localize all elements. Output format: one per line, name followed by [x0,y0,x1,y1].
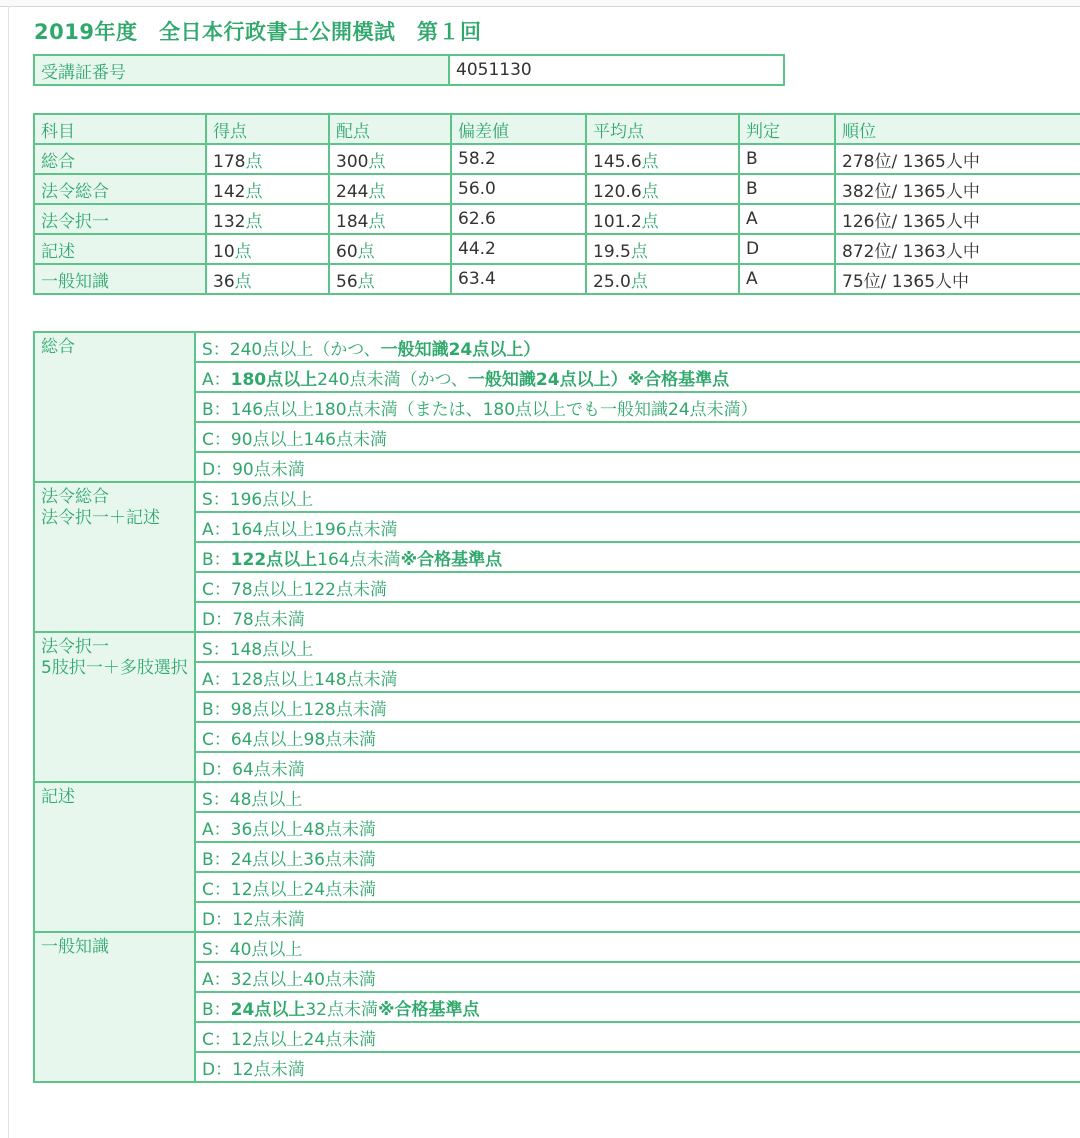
grade-letter: C [202,879,214,900]
point-unit: 点 [234,271,252,292]
criteria-description [195,422,1080,452]
criteria-bold-text: 一般知識24点以上） [380,339,541,360]
grade-letter: C [202,429,214,450]
max-score-cell [329,144,451,174]
criteria-description [195,1052,1080,1082]
cell-value: B [746,149,758,169]
rank-cell [835,234,1080,264]
cell-value: 19.5 [593,241,631,262]
criteria-bold-text: ※合格基準点 [400,549,503,570]
point-unit: 点 [641,181,659,202]
criteria-description [195,452,1080,482]
criteria-bold-text: 24点以上 [230,999,306,1020]
exam-id-table [33,54,785,86]
score-cell [206,144,329,174]
criteria-description [195,752,1080,782]
criteria-row [34,632,1080,662]
score-header-cell: 科目 [34,114,206,144]
deviation-cell [451,174,586,204]
exam-id-label: 受講証番号 [34,55,449,85]
grade-cell [739,144,835,174]
grade-letter: C [202,1029,214,1050]
criteria-category-line: 法令総合 [41,487,109,507]
score-cell [206,264,329,294]
grade-separator: ： [213,999,231,1020]
criteria-category [34,632,195,782]
grade-letter: D [202,459,216,480]
criteria-row [34,332,1080,362]
criteria-description [195,722,1080,752]
cell-value: 300 [336,151,369,172]
criteria-text: 128点以上148点未満 [230,669,398,690]
cell-value: 184 [336,211,369,232]
cell-value: 総合 [41,151,75,172]
grade-separator: ： [215,759,233,780]
criteria-text: 24点以上36点未満 [230,849,376,870]
grade-letter: S [202,489,213,510]
cell-value: 145.6 [593,151,642,172]
score-row [34,144,1080,174]
grade-separator: ： [213,819,231,840]
grade-letter: B [202,399,214,420]
criteria-text: 78点未満 [232,609,305,630]
grade-cell [739,174,835,204]
grade-letter: B [202,549,214,570]
cell-value: 126位/ 1365人中 [842,211,980,232]
subject-cell [34,204,206,234]
cell-value: 872位/ 1363人中 [842,241,980,262]
cell-value: 56.0 [458,179,496,199]
criteria-description [195,962,1080,992]
criteria-text: 164点未満 [317,549,401,570]
point-unit: 点 [641,151,659,172]
criteria-description [195,602,1080,632]
subject-cell [34,264,206,294]
average-cell [586,264,739,294]
grade-letter: S [202,639,213,660]
criteria-category-line: 総合 [41,337,75,357]
grade-separator: ： [212,339,230,360]
criteria-description [195,542,1080,572]
score-header-cell: 順位 [835,114,1080,144]
criteria-description [195,692,1080,722]
criteria-description [195,482,1080,512]
average-cell [586,174,739,204]
cell-value: 36 [213,271,235,292]
grade-letter: D [202,1059,216,1080]
grade-cell [739,264,835,294]
grade-letter: A [202,519,214,540]
criteria-text: 40点以上 [229,939,303,960]
criteria-category [34,782,195,932]
score-table [33,113,1080,295]
point-unit: 点 [630,271,648,292]
grade-separator: ： [213,399,231,420]
point-unit: 点 [357,241,375,262]
criteria-bold-text: 180点以上 [230,369,318,390]
score-row [34,174,1080,204]
exam-id-row [34,55,784,85]
point-unit: 点 [357,271,375,292]
max-score-cell [329,204,451,234]
point-unit: 点 [245,211,263,232]
score-header-cell: 配点 [329,114,451,144]
grade-separator: ： [212,789,230,810]
criteria-category-line: 法令択一 [41,637,109,657]
point-unit: 点 [368,211,386,232]
criteria-description [195,512,1080,542]
score-row [34,234,1080,264]
exam-id-value: 4051130 [449,55,784,85]
cell-value: A [746,269,758,289]
rank-cell [835,264,1080,294]
criteria-category-line: 一般知識 [41,937,109,957]
deviation-cell [451,204,586,234]
criteria-description [195,932,1080,962]
score-header-cell: 偏差値 [451,114,586,144]
grade-separator: ： [213,1029,231,1050]
grade-letter: A [202,969,214,990]
cell-value: 62.6 [458,209,496,229]
grade-cell [739,234,835,264]
criteria-description [195,872,1080,902]
criteria-description [195,572,1080,602]
cell-value: 244 [336,181,369,202]
criteria-text: 90点以上146点未満 [230,429,387,450]
page-title: 2019年度 全日本行政書士公開模試 第１回 [34,20,482,44]
criteria-text: 98点以上128点未満 [230,699,387,720]
criteria-text: 32点以上40点未満 [230,969,376,990]
average-cell [586,234,739,264]
grade-letter: A [202,369,214,390]
cell-value: 178 [213,151,246,172]
score-cell [206,174,329,204]
grade-separator: ： [213,699,231,720]
score-cell [206,234,329,264]
cell-value: 278位/ 1365人中 [842,151,980,172]
criteria-text: 240点以上（かつ、 [229,339,381,360]
grade-letter: S [202,339,213,360]
score-header-cell: 得点 [206,114,329,144]
rank-cell [835,144,1080,174]
criteria-text: 12点未満 [232,1059,305,1080]
grade-separator: ： [212,639,230,660]
cell-value: 132 [213,211,246,232]
deviation-cell [451,264,586,294]
max-score-cell [329,234,451,264]
deviation-cell [451,234,586,264]
criteria-text: 12点以上24点未満 [230,879,377,900]
criteria-text: 240点未満（かつ、 [317,369,468,390]
point-unit: 点 [245,151,263,172]
criteria-bold-text: ※合格基準点 [377,999,480,1020]
browser-top-edge [0,0,1080,7]
grade-separator: ： [215,609,233,630]
grade-letter: C [202,579,214,600]
rank-cell [835,204,1080,234]
cell-value: 58.2 [458,149,496,169]
grade-separator: ： [213,369,231,390]
criteria-description [195,842,1080,872]
grade-separator: ： [213,579,231,600]
cell-value: B [746,179,758,199]
rank-cell [835,174,1080,204]
point-unit: 点 [368,151,386,172]
criteria-bold-text: 一般知識24点以上）※合格基準点 [467,369,730,390]
page-left-edge [8,6,9,1138]
criteria-description [195,392,1080,422]
criteria-description [195,362,1080,392]
criteria-text: 164点以上196点未満 [230,519,398,540]
cell-value: 56 [336,271,358,292]
cell-value: 63.4 [458,269,496,289]
criteria-description [195,782,1080,812]
subject-cell [34,234,206,264]
criteria-bold-text: 122点以上 [230,549,318,570]
point-unit: 点 [368,181,386,202]
grade-cell [739,204,835,234]
cell-value: 10 [213,241,235,262]
grade-separator: ： [212,939,230,960]
criteria-category [34,332,195,482]
cell-value: 法令択一 [41,211,109,232]
criteria-row [34,482,1080,512]
criteria-row [34,782,1080,812]
criteria-description [195,662,1080,692]
cell-value: 記述 [41,241,75,262]
grading-criteria-table [33,331,1080,1083]
cell-value: 142 [213,181,246,202]
criteria-description [195,992,1080,1022]
grade-separator: ： [213,429,231,450]
grade-letter: S [202,939,213,960]
criteria-text: 78点以上122点未満 [230,579,387,600]
subject-cell [34,144,206,174]
grade-separator: ： [213,519,231,540]
grade-letter: S [202,789,213,810]
criteria-category-line: 5肢択一＋多肢選択 [41,658,188,678]
cell-value: 44.2 [458,239,496,259]
cell-value: D [746,239,760,259]
score-header-row [34,114,1080,144]
criteria-text: 148点以上 [229,639,314,660]
grade-letter: B [202,699,214,720]
score-header-cell: 平均点 [586,114,739,144]
grade-letter: A [202,819,214,840]
grade-separator: ： [213,729,231,750]
max-score-cell [329,174,451,204]
score-header-cell: 判定 [739,114,835,144]
grade-letter: B [202,999,214,1020]
point-unit: 点 [245,181,263,202]
point-unit: 点 [630,241,648,262]
criteria-text: 64点以上98点未満 [230,729,377,750]
cell-value: 120.6 [593,181,642,202]
grade-letter: C [202,729,214,750]
criteria-text: 64点未満 [232,759,305,780]
criteria-text: 12点以上24点未満 [230,1029,377,1050]
grade-letter: D [202,609,216,630]
average-cell [586,204,739,234]
point-unit: 点 [641,211,659,232]
score-cell [206,204,329,234]
average-cell [586,144,739,174]
grade-separator: ： [213,669,231,690]
criteria-category [34,482,195,632]
grade-letter: D [202,759,216,780]
grade-separator: ： [212,489,230,510]
cell-value: A [746,209,758,229]
subject-cell [34,174,206,204]
cell-value: 382位/ 1365人中 [842,181,980,202]
criteria-row [34,932,1080,962]
cell-value: 75位/ 1365人中 [842,271,970,292]
criteria-category-line: 記述 [41,787,75,807]
criteria-description [195,902,1080,932]
grade-separator: ： [215,459,233,480]
criteria-text: 196点以上 [229,489,314,510]
criteria-text: 48点以上 [229,789,303,810]
criteria-category [34,932,195,1082]
deviation-cell [451,144,586,174]
criteria-text: 32点未満 [305,999,378,1020]
cell-value: 一般知識 [41,271,109,292]
grade-separator: ： [213,849,231,870]
criteria-description [195,1022,1080,1052]
grade-separator: ： [215,1059,233,1080]
score-row [34,264,1080,294]
criteria-text: 90点未満 [232,459,305,480]
score-row [34,204,1080,234]
cell-value: 25.0 [593,271,631,292]
grade-separator: ： [213,549,231,570]
criteria-text: 146点以上180点未満（または、180点以上でも一般知識24点未満） [230,399,758,420]
point-unit: 点 [234,241,252,262]
criteria-category-line: 法令択一＋記述 [41,508,160,528]
grade-separator: ： [213,969,231,990]
grade-letter: A [202,669,214,690]
criteria-text: 36点以上48点未満 [230,819,376,840]
grade-separator: ： [215,909,233,930]
cell-value: 法令総合 [41,181,109,202]
criteria-description [195,812,1080,842]
criteria-description [195,632,1080,662]
cell-value: 101.2 [593,211,642,232]
criteria-description [195,332,1080,362]
grade-separator: ： [213,879,231,900]
max-score-cell [329,264,451,294]
criteria-text: 12点未満 [232,909,305,930]
cell-value: 60 [336,241,358,262]
grade-letter: B [202,849,214,870]
grade-letter: D [202,909,216,930]
